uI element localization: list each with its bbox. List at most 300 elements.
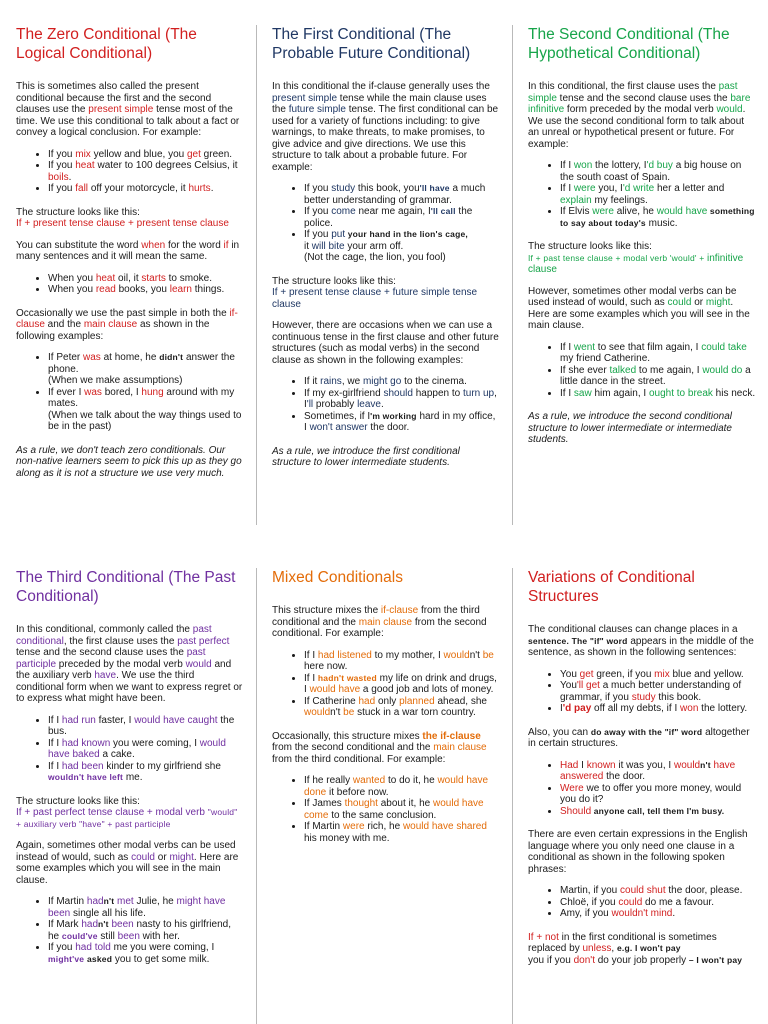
highlighted-term: past conditional — [16, 624, 212, 647]
section-third-conditional — [16, 568, 244, 977]
text-run: tense most of the time. We use this conditional to talk about a fact or convey a logical conclusion. For example: — [16, 104, 240, 138]
highlighted-term: would have caught — [134, 714, 218, 726]
highlighted-term: could — [131, 851, 155, 863]
highlighted-term: would — [185, 658, 212, 670]
list-item — [304, 775, 500, 798]
text-run: happen to — [412, 387, 463, 399]
highlighted-term: wouldn't have left — [48, 772, 124, 782]
highlighted-term: would have — [309, 684, 361, 695]
text-run: If ever I — [48, 386, 85, 398]
highlighted-term: present simple — [272, 92, 338, 104]
highlighted-term: might go — [362, 376, 402, 387]
paragraph — [528, 286, 756, 332]
text-run: blue and yellow. — [669, 668, 744, 680]
section-first-conditional — [272, 25, 500, 479]
highlighted-term: leave — [357, 399, 381, 410]
text-run: from the second conditional and the — [272, 742, 434, 753]
paragraph — [272, 605, 500, 640]
highlighted-term: be — [482, 649, 494, 661]
highlighted-term: If + present tense clause + future simple tense clause — [272, 287, 478, 310]
text-run: at home, he — [100, 352, 160, 363]
highlighted-term: hurts — [188, 183, 211, 194]
example-list — [528, 669, 756, 715]
highlighted-term: won — [680, 703, 699, 714]
text-run: this book, you — [355, 183, 420, 194]
text-run: . — [210, 183, 214, 194]
section-variations — [528, 568, 756, 976]
text-run: If it — [304, 376, 321, 387]
text-run: e.g. I won't pay — [616, 943, 681, 953]
highlighted-term: past participle — [16, 647, 206, 670]
text-run: I — [578, 759, 587, 771]
text-run: oil, it — [115, 272, 142, 284]
highlighted-term: could shut — [620, 885, 666, 896]
text-run: . Here are some examples which you will see in the main clause. — [16, 851, 239, 886]
list-item — [48, 919, 244, 942]
list-item — [48, 896, 244, 919]
text-run: (When we make assumptions) — [48, 375, 183, 386]
highlighted-term: If + not — [528, 931, 559, 943]
text-run: If I — [304, 649, 318, 661]
highlighted-term: were — [592, 206, 614, 217]
text-run: If you — [304, 206, 332, 217]
list-item — [48, 387, 244, 433]
text-run: around with my mates. — [48, 386, 235, 409]
highlighted-term: would have — [656, 206, 708, 217]
text-run: me you were coming, I — [110, 942, 215, 953]
text-run: If Martin — [304, 821, 343, 832]
text-run: As a rule, we don't teach zero conditionals. Our non-native learners seem to pick this up as they go along as it is not a structure we use very much. — [16, 444, 242, 479]
text-run: you were coming, I — [110, 737, 200, 749]
highlighted-term: 'd buy — [646, 160, 673, 171]
text-run: bored, I — [101, 386, 142, 398]
teaching-note — [528, 411, 756, 446]
paragraph — [16, 308, 244, 343]
text-run: with her. — [139, 930, 180, 942]
text-run: Julie, he — [133, 896, 177, 907]
text-run: kinder to my girlfriend she — [103, 760, 221, 772]
text-run: If Martin — [48, 896, 87, 907]
highlighted-term: might have been — [48, 896, 226, 919]
highlighted-term: main clause — [358, 616, 413, 628]
text-run: near me again, I — [355, 206, 431, 217]
text-run: my friend Catherine. — [560, 353, 651, 364]
text-run: , — [611, 943, 617, 954]
example-list — [16, 273, 244, 296]
text-run: form preceded by the modal verb — [564, 104, 717, 115]
text-run: The structure looks like this: — [272, 275, 396, 287]
text-run: The structure looks like this: — [16, 795, 140, 807]
text-run: him again, I — [591, 387, 649, 399]
text-run: If I — [48, 737, 62, 749]
text-run: If I — [304, 672, 318, 684]
text-run: , I — [304, 387, 497, 410]
text-run: you to get some milk. — [112, 953, 210, 965]
paragraph — [272, 731, 500, 766]
section-title: The Third Conditional (The Past Conditional) — [16, 569, 236, 605]
highlighted-term: would have done — [304, 775, 489, 798]
text-run: the door, please. — [665, 885, 743, 896]
text-run: or — [154, 851, 170, 863]
text-run: the lottery. — [698, 703, 748, 714]
text-run: to see that film again, I — [595, 341, 702, 353]
list-item — [48, 942, 244, 965]
text-run: If she ever — [560, 364, 610, 376]
list-item — [48, 352, 244, 387]
highlighted-term: wouldn't mind — [611, 908, 673, 919]
text-run: the lottery, I — [592, 160, 647, 171]
highlighted-term: don't — [573, 954, 595, 966]
highlighted-term: put — [331, 229, 346, 240]
text-run: If you — [48, 183, 76, 194]
highlighted-term: planned — [399, 695, 435, 707]
text-run: n't — [103, 896, 115, 906]
text-run: When you — [48, 284, 96, 295]
paragraph — [16, 207, 244, 230]
text-run: things. — [192, 284, 225, 295]
highlighted-term: were — [342, 821, 365, 832]
list-item — [304, 229, 500, 264]
text-run: a big house on the south coast of Spain. — [560, 160, 742, 183]
list-item — [304, 388, 500, 411]
text-run: , we — [341, 376, 363, 387]
highlighted-term: If + past tense clause + modal verb 'would' + — [528, 252, 708, 263]
highlighted-term: had — [81, 919, 99, 930]
highlighted-term: infinitive clause — [528, 252, 744, 275]
text-run: do your job properly — [594, 954, 689, 966]
highlighted-term: heat — [95, 272, 116, 284]
text-run: in many sentences and it will mean the same. — [16, 239, 240, 262]
list-item — [304, 183, 500, 206]
paragraph — [272, 81, 500, 173]
highlighted-term: boils — [48, 171, 69, 183]
text-run: tense and the second clause uses the — [16, 647, 187, 658]
example-list — [528, 885, 756, 920]
highlighted-term: went — [573, 341, 596, 353]
text-run: If Mark — [48, 919, 82, 930]
text-run: or — [691, 297, 706, 308]
column-divider-right — [512, 25, 513, 525]
text-run: As a rule, we introduce the second conditional structure to lower intermediate or intermediate students. — [528, 411, 733, 445]
highlighted-term: would have come — [304, 798, 484, 821]
text-run: This is sometimes also called the present conditional because the first and the second clauses use the — [16, 81, 212, 115]
highlighted-term: if-clause — [380, 605, 419, 616]
text-run: . We use the third conditional form when we want to express regret or to express what might have been. — [16, 670, 243, 704]
paragraph — [528, 829, 756, 875]
list-item — [48, 273, 244, 285]
example-list — [528, 760, 756, 818]
text-run: The structure looks like this: — [528, 241, 652, 252]
text-run: about it, he — [377, 798, 433, 809]
text-run: You — [560, 680, 577, 691]
highlighted-term: bare infinitive — [528, 92, 751, 115]
highlighted-term: could take — [701, 341, 747, 353]
text-run: a cake. — [99, 749, 135, 760]
highlighted-term: had run — [61, 714, 96, 726]
text-run: rich, he — [364, 821, 403, 832]
list-item — [48, 160, 244, 183]
text-run: music. — [645, 217, 678, 229]
highlighted-term: 'd write — [622, 183, 655, 194]
list-item — [304, 696, 500, 719]
column-divider-left-bottom — [256, 568, 257, 1024]
section-mixed-conditionals — [272, 568, 500, 856]
text-run: and the — [44, 319, 84, 330]
list-item — [304, 650, 500, 673]
highlighted-term: had been — [61, 760, 104, 772]
section-title: The First Conditional (The Probable Future Conditional) — [272, 26, 471, 62]
highlighted-term: could — [618, 896, 643, 908]
text-run: still — [97, 930, 118, 942]
highlighted-term: if — [223, 239, 229, 251]
text-run: off all my debts, if I — [591, 703, 681, 714]
highlighted-term: fall — [75, 183, 89, 194]
text-run: preceded by the modal verb — [56, 658, 186, 670]
column-divider-right-bottom — [512, 568, 513, 1024]
highlighted-term: come — [331, 206, 356, 217]
text-run: from the second conditional. For example: — [272, 616, 487, 639]
paragraph — [16, 796, 244, 831]
highlighted-term: would have baked — [48, 737, 226, 760]
text-run: hard in my office, I — [304, 410, 496, 433]
highlighted-term: hadn't wasted — [317, 672, 377, 683]
example-list — [528, 342, 756, 400]
text-run: The conditional clauses can change places in a — [528, 624, 738, 635]
highlighted-term: main clause — [83, 319, 138, 330]
text-run: Occasionally, this structure mixes — [272, 730, 423, 742]
highlighted-term: Were — [560, 782, 584, 794]
text-run: Martin, if you — [560, 885, 621, 896]
list-item — [560, 669, 756, 681]
text-run: to the cinema. — [401, 376, 467, 387]
text-run: Amy, if you — [560, 908, 612, 919]
highlighted-term: main clause — [433, 742, 487, 753]
list-item — [560, 365, 756, 388]
text-run: If Peter — [48, 352, 84, 363]
column-divider-left — [256, 25, 257, 525]
highlighted-term: rains — [320, 376, 342, 387]
list-item — [304, 673, 500, 696]
text-run: yellow and blue, — [90, 148, 169, 160]
highlighted-term: saw — [573, 387, 592, 399]
text-run: . We use the second conditional form to talk about an unreal or hypothetical present or future. For example: — [528, 104, 746, 150]
list-item — [560, 680, 756, 703]
text-run: this book. — [655, 691, 702, 703]
text-run: a good job and lots of money. — [360, 684, 494, 695]
text-run: You can substitute the word — [16, 239, 142, 251]
text-run: to my mother, I — [371, 649, 444, 661]
highlighted-term: study — [631, 691, 656, 703]
text-run: 'm working — [370, 410, 417, 421]
text-run: . Here are some examples which you will see in the main clause. — [528, 297, 750, 331]
text-run: the bus. — [48, 714, 235, 737]
text-run: Sometimes, if I — [304, 410, 371, 422]
highlighted-term: thought — [344, 798, 378, 809]
text-run: single all his life. — [70, 907, 146, 919]
paragraph — [16, 240, 244, 263]
text-run: green. — [200, 148, 233, 160]
text-run: (When we talk about the way things used to be in the past) — [48, 409, 242, 432]
highlighted-term: hung — [141, 386, 164, 398]
list-item — [304, 821, 500, 844]
section-title: Variations of Conditional Structures — [528, 569, 695, 605]
list-item — [304, 376, 500, 388]
text-run: as shown in the following examples: — [16, 319, 210, 342]
text-run: Chloë, if you — [560, 896, 619, 908]
text-run: and the auxiliary verb — [16, 658, 232, 681]
text-run: If you — [48, 160, 76, 171]
highlighted-term: might — [169, 851, 194, 863]
text-run: here now. — [304, 661, 348, 672]
text-run: to do it, he — [385, 775, 438, 786]
highlighted-term: Should — [560, 805, 592, 817]
highlighted-term: could — [667, 297, 692, 308]
list-item — [560, 806, 756, 818]
text-run: you — [168, 148, 187, 160]
list-item — [560, 885, 756, 897]
text-run: If you — [48, 942, 76, 953]
highlighted-term: explain — [560, 194, 592, 206]
section-second-conditional — [528, 25, 756, 456]
highlighted-term: 'll get — [576, 680, 600, 691]
highlighted-term: the if-clause — [422, 730, 481, 742]
highlighted-term: study — [331, 183, 356, 194]
text-run: . — [380, 399, 384, 410]
text-run: anyone call, tell them I'm busy. — [591, 805, 725, 816]
text-run: you, I — [595, 183, 623, 194]
section-zero-conditional — [16, 25, 244, 489]
text-run: n't — [330, 707, 344, 718]
text-run: from the third conditional and the — [272, 605, 480, 628]
text-run: green, if you — [593, 668, 655, 680]
highlighted-term: unless — [582, 943, 612, 954]
text-run: If you — [304, 229, 332, 240]
text-run: me. — [123, 772, 143, 783]
highlighted-term: had known — [61, 737, 111, 749]
example-list — [16, 896, 244, 965]
highlighted-term: If + present tense clause + present tense clause — [16, 218, 229, 229]
text-run: faster, I — [95, 714, 135, 726]
text-run: If he really — [304, 775, 353, 786]
text-run: ahead, she — [434, 695, 487, 707]
text-run: tense while the main clause uses the — [272, 92, 487, 115]
text-run: If I — [560, 387, 574, 399]
text-run: If James — [304, 798, 345, 809]
text-run: altogether in certain structures. — [528, 726, 750, 749]
text-run: This structure mixes the — [272, 605, 381, 616]
highlighted-term: would do — [702, 364, 743, 376]
highlighted-term: turn up — [462, 387, 495, 399]
highlighted-term: future simple — [288, 104, 346, 115]
text-run: his neck. — [712, 387, 756, 399]
text-run: asked — [87, 953, 113, 964]
paragraph — [528, 932, 756, 967]
example-list — [272, 650, 500, 719]
teaching-note — [16, 445, 244, 480]
text-run: However, sometimes other modal verbs can be used instead of would, such as — [528, 285, 737, 308]
text-run: it — [304, 240, 312, 252]
highlighted-term: get — [187, 148, 201, 160]
highlighted-term: 'll have — [419, 183, 450, 193]
text-run: a little dance in the street. — [560, 364, 751, 387]
text-run: something to say about today's — [560, 206, 755, 228]
text-run: If my ex-girlfriend — [304, 387, 384, 399]
list-item — [560, 897, 756, 909]
highlighted-term: have answered — [560, 759, 736, 782]
text-run: If you — [304, 183, 332, 194]
list-item — [48, 715, 244, 738]
example-list — [272, 775, 500, 844]
text-run: a much better understanding of grammar, if you — [560, 680, 742, 703]
text-run: If Elvis — [560, 206, 593, 217]
text-run: If I — [560, 341, 574, 353]
text-run: – I won't pay — [688, 954, 743, 965]
highlighted-term: learn — [169, 284, 192, 295]
text-run: didn't — [159, 352, 184, 362]
highlighted-term: starts — [141, 272, 166, 284]
text-run: nasty to his girlfriend, he — [48, 919, 231, 942]
highlighted-term: will bite — [311, 240, 345, 252]
highlighted-term: Had — [560, 759, 579, 771]
text-run: alive, he — [613, 206, 657, 217]
highlighted-term: mix — [75, 148, 91, 160]
highlighted-term: known — [586, 759, 616, 771]
paragraph — [16, 624, 244, 705]
text-run: the door. — [603, 771, 646, 782]
list-item — [560, 160, 756, 183]
list-item — [48, 149, 244, 161]
text-run: appears in the middle of the sentence, as shown in the following sentences: — [528, 635, 754, 658]
list-item — [48, 738, 244, 761]
list-item — [560, 388, 756, 400]
text-run: the door. — [367, 422, 410, 433]
list-item — [48, 183, 244, 195]
highlighted-term: had — [86, 896, 104, 907]
text-run: tense. The first conditional can be used for a variety of functions including: to give warnings, to make threats, to make promises, to give advice and give directions. We use this structure to talk about a probable future. For example: — [272, 104, 499, 173]
list-item — [304, 411, 500, 434]
text-run: If you — [48, 148, 76, 160]
highlighted-term: 'll — [306, 399, 314, 410]
teaching-note — [272, 446, 500, 469]
text-run: we to offer you more money, would you do it? — [560, 782, 742, 805]
text-run: . — [68, 171, 72, 183]
section-title: The Zero Conditional (The Logical Conditional) — [16, 26, 197, 62]
text-run: n't — [700, 759, 711, 770]
text-run: his money with me. — [304, 832, 390, 844]
highlighted-term: might — [705, 297, 731, 308]
highlighted-term: 'll call — [430, 206, 456, 216]
highlighted-term: should — [383, 387, 413, 399]
highlighted-term: met — [114, 896, 134, 907]
text-run: in the first conditional is sometimes replaced by — [528, 931, 717, 954]
text-run: the police. — [304, 206, 473, 229]
text-run: When you — [48, 272, 96, 284]
highlighted-term: would — [443, 649, 470, 661]
example-list — [16, 352, 244, 433]
highlighted-term: had told — [75, 942, 111, 953]
highlighted-term: would have shared — [402, 821, 487, 832]
text-run: If Catherine — [304, 695, 359, 707]
text-run: to the same conclusion. — [328, 809, 437, 821]
example-list — [272, 376, 500, 434]
example-list — [16, 149, 244, 195]
text-run: If I — [560, 160, 574, 171]
text-run: off your motorcycle, it — [88, 183, 189, 194]
highlighted-term: won't answer — [309, 422, 368, 433]
highlighted-term: was — [84, 386, 102, 398]
highlighted-term: heat — [75, 160, 95, 171]
highlighted-term: if-clause — [16, 307, 238, 330]
